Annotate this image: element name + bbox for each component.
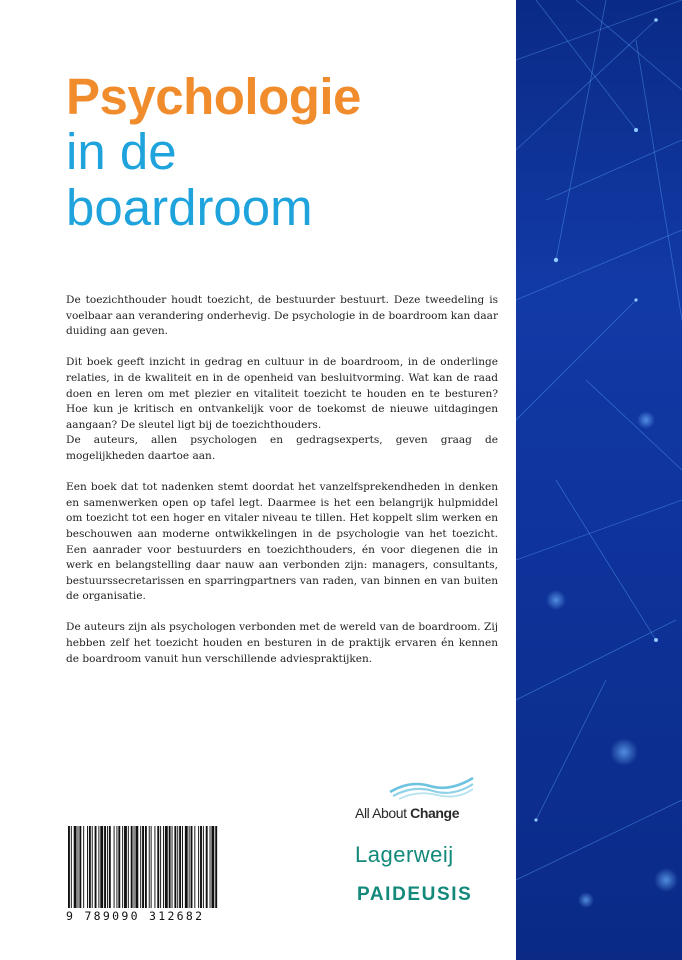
barcode-bar — [104, 826, 106, 908]
barcode-bar — [79, 826, 81, 908]
barcode-bar — [92, 826, 93, 908]
barcode-bar — [87, 826, 88, 908]
title-line-boardroom: boardroom — [66, 179, 313, 236]
barcode-bar — [140, 826, 141, 908]
barcode-bar — [124, 826, 127, 908]
barcode-bar — [177, 826, 178, 908]
aac-bold: Change — [410, 805, 460, 821]
barcode-bar — [154, 826, 155, 908]
barcode-bar — [122, 826, 123, 908]
barcode-bar — [165, 826, 168, 908]
all-about-change-logo — [355, 805, 459, 821]
barcode-bar — [116, 826, 117, 908]
blurb-paragraph-1: De toezichthouder houdt toezicht, de bestuurder bestuurt. Deze tweedeling is voelbaar aan verandering onderhevig. De psychologie in de boardroom kan daar duiding aan geven. — [66, 294, 498, 338]
barcode-bar — [131, 826, 133, 908]
barcode-bar — [89, 826, 91, 908]
barcode-bar — [174, 826, 176, 908]
decorative-blue-panel — [516, 0, 682, 960]
barcode-bar — [191, 826, 193, 908]
barcode-bar — [163, 826, 164, 908]
blurb-paragraph-4: Een boek dat tot nadenken stemt doordat het vanzelfsprekendheden in denken en samenwerken open op tafel legt. Daarmee is het een belangrijk hulpmiddel om toezicht tot een hoger en vitaler niveau te tillen. Het koppelt slim werken en beschouwen aan moderne ontwikkelingen in de psychologie van het toezicht. Een aanrader voor bestuurders en toezichthouders, én voor diegenen die in werk en belangstelling daar nauw aan verbonden zijn: managers, consultants, bestuurssecretarissen en sparringpartners van raden, van binnen en van buiten de organisatie. — [66, 481, 498, 603]
barcode-bar — [194, 826, 195, 908]
title-line-in-de: in de — [66, 123, 177, 180]
barcode-bar — [169, 826, 171, 908]
isbn-barcode — [66, 826, 218, 922]
barcode-bar — [98, 826, 99, 908]
barcode-bar — [107, 826, 108, 908]
barcode-bar — [118, 826, 120, 908]
blurb-paragraph-2: Dit boek geeft inzicht in gedrag en cultuur in de boardroom, in de onderlinge relaties, in de kwaliteit en in de openheid van besluitvorming. Wat kan de raad doen en leren om met plezier en vitaliteit toezicht te houden en te besturen? Hoe kun je kritisch en ontvankelijk voor de toekomst de nieuwe uitdagingen aangaan? De sleutel ligt bij de toezichthouders. — [66, 356, 498, 431]
aac-prefix: All About — [355, 805, 411, 821]
barcode-bar — [172, 826, 173, 908]
barcode-bar — [114, 826, 115, 908]
lagerweij-logo: Lagerweij — [355, 842, 454, 867]
barcode-bar — [211, 826, 214, 908]
barcode-bar — [198, 826, 199, 908]
back-cover-blurb — [66, 293, 498, 683]
paideusis-logo: PAIDEUSIS — [357, 884, 473, 905]
barcode-bar — [128, 826, 129, 908]
barcode-bar — [109, 826, 111, 908]
barcode-bars — [66, 826, 218, 908]
barcode-bar — [71, 826, 72, 908]
barcode-bar — [145, 826, 147, 908]
barcode-bar — [78, 826, 79, 908]
title-line-psychologie: Psychologie — [66, 68, 361, 125]
barcode-bar — [160, 826, 161, 908]
barcode-bar — [185, 826, 188, 908]
barcode-bar — [182, 826, 183, 908]
barcode-bar — [151, 826, 152, 908]
isbn-digits: 9 789090 312682 — [66, 909, 205, 923]
barcode-bar — [100, 826, 103, 908]
barcode-bar — [157, 826, 159, 908]
blurb-paragraph-3: De auteurs, allen psychologen en gedragsexperts, geven graag de mogelijkheden daartoe aan. — [66, 434, 498, 462]
barcode-bar — [95, 826, 97, 908]
barcode-bar — [68, 826, 70, 908]
barcode-bar — [203, 826, 204, 908]
barcode-bar — [134, 826, 135, 908]
barcode-bar — [179, 826, 181, 908]
barcode-bar — [200, 826, 202, 908]
barcode-bar — [210, 826, 211, 908]
blurb-paragraph-5: De auteurs zijn als psychologen verbonden met de wereld van de boardroom. Zij hebben zelf het toezicht houden en besturen in de praktijk ervaren én kennen de boardroom vanuit hun verschillende adviespraktijken. — [66, 621, 498, 665]
network-lines-graphic — [516, 0, 682, 960]
barcode-bar — [189, 826, 190, 908]
barcode-bar — [83, 826, 84, 908]
wave-logo-icon — [385, 772, 475, 800]
barcode-bar — [206, 826, 208, 908]
barcode-bar — [149, 826, 150, 908]
barcode-bar — [142, 826, 144, 908]
barcode-bar — [74, 826, 77, 908]
book-title — [66, 70, 361, 236]
barcode-bar — [135, 826, 138, 908]
barcode-bar — [215, 826, 217, 908]
